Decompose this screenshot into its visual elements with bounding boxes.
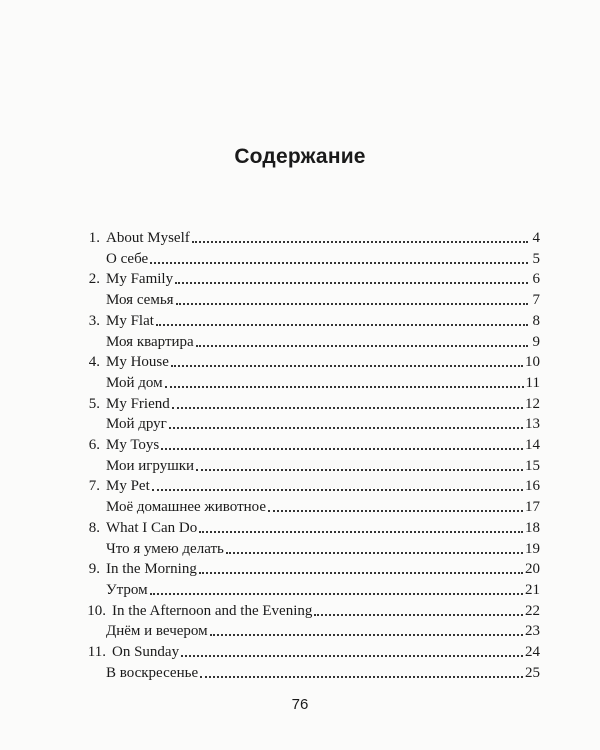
toc-entry-number: 8.	[88, 519, 100, 536]
toc-entry-page: 13	[525, 416, 540, 433]
toc-entry-number: 4.	[88, 354, 100, 371]
toc-entry-page: 12	[525, 395, 540, 412]
dot-leader	[196, 344, 528, 347]
toc-entry-title: My House	[106, 354, 169, 371]
toc-entry-page: 24	[525, 644, 540, 660]
toc-entry-title: Мои игрушки	[106, 457, 195, 474]
toc-entry-number: 6.	[88, 437, 100, 453]
toc-entry-page: 17	[525, 499, 540, 516]
toc-entry-number: 3.	[88, 312, 100, 329]
toc-entry-page: 5	[532, 250, 540, 267]
toc-entry-title: In the Afternoon and the Evening	[112, 602, 313, 619]
toc-entry-title: In the Morning	[106, 561, 197, 578]
dot-leader	[226, 551, 523, 554]
toc-ru-entry	[106, 414, 540, 434]
dot-leader	[200, 675, 523, 678]
dot-leader	[175, 281, 528, 284]
toc-entry-page: 21	[525, 581, 540, 598]
toc-ru-entry	[106, 332, 540, 352]
toc-entry-page: 11	[525, 374, 540, 391]
toc-entry-title: My Family	[106, 271, 174, 288]
toc-entry-title: My Toys	[106, 437, 160, 453]
toc-entry-number: 10.	[87, 602, 106, 619]
toc-entry-page: 19	[525, 540, 540, 557]
toc-entry-page: 7	[532, 292, 540, 309]
toc-entry-title: Утром	[106, 581, 148, 598]
toc-ru-entry	[106, 580, 540, 600]
dot-leader	[192, 240, 528, 243]
dot-leader	[165, 385, 524, 388]
toc-en-entry	[82, 435, 540, 455]
toc-ru-entry	[106, 290, 540, 310]
dot-leader	[171, 364, 523, 367]
toc-entry-page: 9	[532, 333, 540, 350]
toc-en-entry	[82, 559, 540, 579]
toc-entry-number: 1.	[88, 230, 100, 246]
toc-entry-title: Днём и вечером	[106, 623, 208, 640]
toc-ru-entry	[106, 249, 540, 269]
page-title: Содержание	[234, 145, 366, 168]
toc-entry-page: 8	[532, 312, 540, 329]
toc-entry-number: 11.	[87, 644, 106, 660]
dot-leader	[210, 633, 523, 636]
dot-leader	[196, 468, 523, 471]
toc-entry-title: Моя семья	[106, 292, 174, 309]
toc-entry-title: My Friend	[106, 395, 170, 412]
page-number: 76	[291, 696, 309, 713]
toc-entry-title: What I Can Do	[106, 519, 198, 536]
toc-entry-title: Моя квартира	[106, 333, 194, 350]
dot-leader	[152, 488, 523, 491]
toc-en-entry	[82, 269, 540, 289]
toc-entry-number: 5.	[88, 395, 100, 412]
toc-en-entry	[82, 394, 540, 414]
toc-en-entry	[82, 311, 540, 331]
toc-entry-page: 25	[525, 664, 540, 681]
toc-entry-page: 4	[532, 230, 540, 246]
toc-entry-page: 15	[525, 457, 540, 474]
toc-entry-page: 23	[525, 623, 540, 640]
toc-entry-page: 18	[525, 519, 540, 536]
toc-entry-title: On Sunday	[112, 644, 180, 660]
toc-en-entry	[82, 601, 540, 621]
dot-leader	[161, 447, 523, 450]
dot-leader	[176, 302, 528, 305]
toc-entry-title: My Pet	[106, 478, 150, 495]
toc-en-entry	[82, 642, 540, 662]
toc-ru-entry	[106, 621, 540, 641]
toc-entry-page: 10	[525, 354, 540, 371]
toc-entry-title: About Myself	[106, 230, 190, 246]
dot-leader	[150, 592, 523, 595]
toc-entry-page: 20	[525, 561, 540, 578]
toc-entry-page: 22	[525, 602, 540, 619]
toc-entry-page: 14	[525, 437, 540, 453]
toc-entry-title: My Flat	[106, 312, 154, 329]
dot-leader	[156, 323, 528, 326]
dot-leader	[181, 654, 523, 657]
dot-leader	[169, 426, 523, 429]
dot-leader	[199, 571, 523, 574]
toc-entry-title: Мой друг	[106, 416, 167, 433]
toc-entry-number: 2.	[88, 271, 100, 288]
toc-entry-title: Мой дом	[106, 374, 163, 391]
toc-ru-entry	[106, 539, 540, 559]
toc-ru-entry	[106, 456, 540, 476]
toc-entry-title: Что я умею делать	[106, 540, 224, 557]
toc-entry-number: 7.	[88, 478, 100, 495]
toc-ru-entry	[106, 497, 540, 517]
toc-entry-title: Моё домашнее животное	[106, 499, 267, 516]
dot-leader	[199, 530, 523, 533]
toc-ru-entry	[106, 373, 540, 393]
toc-entry-page: 16	[525, 478, 540, 495]
toc-en-entry	[82, 518, 540, 538]
toc-entry-number: 9.	[88, 561, 100, 578]
dot-leader	[314, 613, 523, 616]
dot-leader	[268, 509, 523, 512]
dot-leader	[172, 406, 523, 409]
toc-entry-title: О себе	[106, 250, 149, 267]
toc-en-entry	[82, 352, 540, 372]
toc-ru-entry	[106, 663, 540, 683]
toc-entry-title: В воскресенье	[106, 664, 199, 681]
toc-en-entry	[82, 476, 540, 496]
toc-en-entry	[82, 228, 540, 248]
toc-entry-page: 6	[532, 271, 540, 288]
dot-leader	[150, 261, 528, 264]
